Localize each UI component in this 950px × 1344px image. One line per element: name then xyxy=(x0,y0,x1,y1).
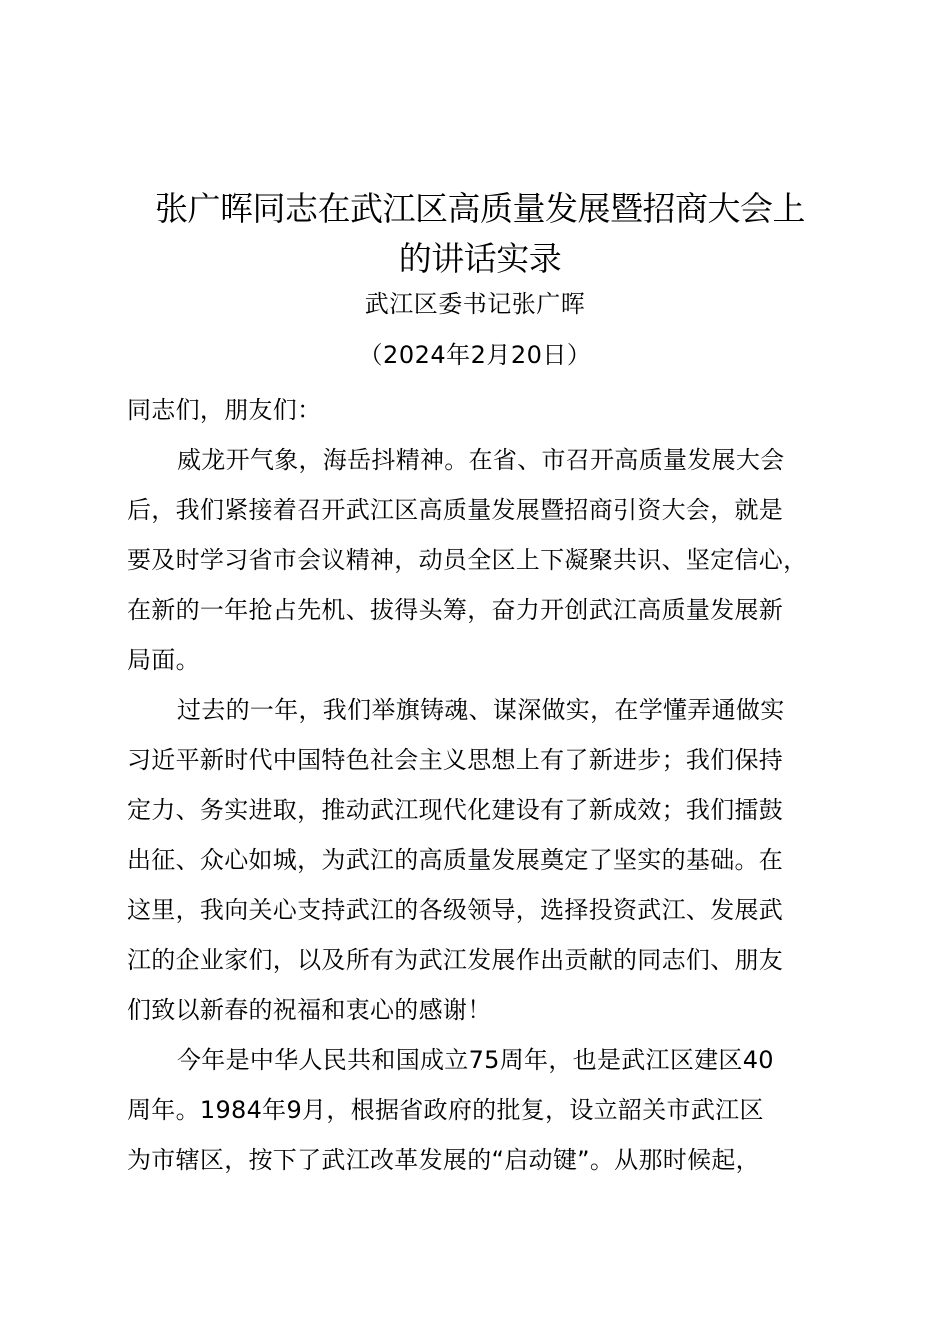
body-text xyxy=(127,385,867,1185)
paragraph-2-line-7: 们致以新春的祝福和衷心的感谢！ xyxy=(127,996,492,1024)
paragraph-1-line-2: 后，我们紧接着召开武江区高质量发展暨招商引资大会，就是 xyxy=(127,496,784,524)
paragraph-1-line-1: 威龙开气象，海岳抖精神。在省、市召开高质量发展大会 xyxy=(177,446,785,474)
title-line-2: 的讲话实录 xyxy=(398,239,562,278)
document-title xyxy=(100,184,860,284)
paragraph-1-line-5: 局面。 xyxy=(127,646,200,674)
paragraph-3-line-1: 今年是中华人民共和国成立75周年，也是武江区建区40 xyxy=(177,1046,774,1074)
paragraph-2-line-5: 这里，我向关心支持武江的各级领导，选择投资武江、发展武 xyxy=(127,896,784,924)
paragraph-2-line-2: 习近平新时代中国特色社会主义思想上有了新进步；我们保持 xyxy=(127,746,784,774)
date-line: （2024年2月20日） xyxy=(358,341,592,369)
paragraph-2-line-6: 江的企业家们，以及所有为武江发展作出贡献的同志们、朋友 xyxy=(127,946,784,974)
salutation: 同志们，朋友们： xyxy=(127,396,322,424)
paragraph-3-line-2: 周年。1984年9月，根据省政府的批复，设立韶关市武江区 xyxy=(127,1096,764,1124)
author-line: 武江区委书记张广晖 xyxy=(364,290,586,318)
paragraph-1-line-3: 要及时学习省市会议精神，动员全区上下凝聚共识、坚定信心， xyxy=(127,546,808,574)
paragraph-1-line-4: 在新的一年抢占先机、拔得头筹，奋力开创武江高质量发展新 xyxy=(127,596,784,624)
paragraph-2-line-1: 过去的一年，我们举旗铸魂、谋深做实，在学懂弄通做实 xyxy=(177,696,785,724)
paragraph-3-line-3: 为市辖区，按下了武江改革发展的“启动键”。从那时候起， xyxy=(127,1146,760,1174)
paragraph-2-line-3: 定力、务实进取，推动武江现代化建设有了新成效；我们擂鼓 xyxy=(127,796,784,824)
title-line-1: 张广晖同志在武江区高质量发展暨招商大会上 xyxy=(155,189,805,228)
paragraph-2-line-4: 出征、众心如城，为武江的高质量发展奠定了坚实的基础。在 xyxy=(127,846,784,874)
